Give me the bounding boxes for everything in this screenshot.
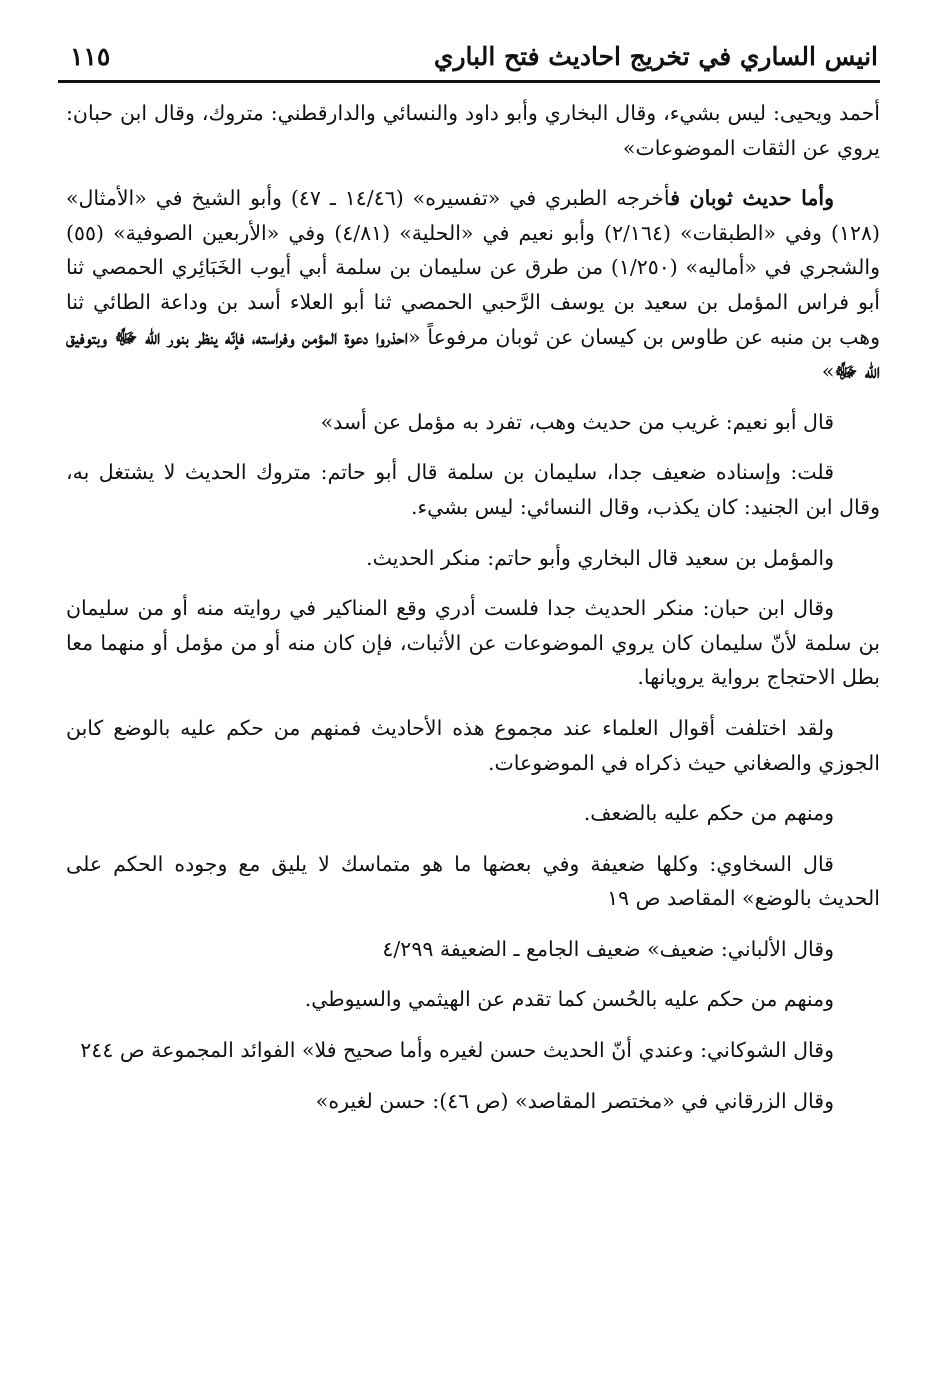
- paragraph: [66, 796, 880, 831]
- text-run: وقال الشوكاني: وعندي أنّ الحديث حسن لغيره وأما صحيح فلا» الفوائد المجموعة ص ٢٤٤: [80, 1038, 834, 1063]
- paragraph: [66, 932, 880, 967]
- text-run: وقال ابن حبان: منكر الحديث جدا فلست أدري وقع المناكير في روايته منه أو من سليمان بن سلمة لأنّ سليمان كان يروي الموضوعات عن الأثبات، فإن كان منه أو من مؤمل أو منهما معا بطل الاحتجاج برواية يرويانها.: [66, 596, 880, 690]
- text-run: قلت: وإسناده ضعيف جدا، سليمان بن سلمة قال أبو حاتم: متروك الحديث لا يشتغل به، وقال ابن الجنيد: كان يكذب، وقال النسائي: ليس بشيء.: [66, 460, 880, 519]
- text-run: »: [821, 359, 835, 384]
- paragraph: [66, 181, 880, 389]
- text-run: ولقد اختلفت أقوال العلماء عند مجموع هذه الأحاديث فمنهم من حكم عليه بالوضع كابن الجوزي والصغاني حيث ذكراه في الموضوعات.: [66, 715, 880, 775]
- paragraph: [66, 591, 880, 695]
- header-divider: [58, 80, 880, 83]
- paragraph: [66, 455, 880, 524]
- bold-text: وأما حديث ثوبان ف: [670, 186, 834, 211]
- paragraph: [66, 982, 880, 1017]
- paragraph: [66, 711, 880, 780]
- body-text: [66, 96, 880, 1134]
- text-run: قال السخاوي: وكلها ضعيفة وفي بعضها ما هو متماسك لا يليق مع وجوده الحكم على الحديث بالوضع» المقاصد ص ١٩: [66, 851, 880, 911]
- text-run: وقال الألباني: ضعيف» ضعيف الجامع ـ الضعيفة ٤/٢٩٩: [382, 936, 834, 961]
- running-title: انيس الساري في تخريج احاديث فتح الباري: [433, 42, 878, 71]
- text-run: وقال الزرقاني في «مختصر المقاصد» (ص ٤٦): حسن لغيره»: [315, 1088, 834, 1113]
- paragraph: [66, 405, 880, 440]
- paragraph: [66, 847, 880, 916]
- bold-text: احذروا دعوة المؤمن وفراسته، فإنّه ينظر بنور الله ﷻ وبتوفيق الله ﷻ: [66, 324, 880, 384]
- paragraph: [66, 96, 880, 165]
- text-run: أحمد ويحيى: ليس بشيء، وقال البخاري وأبو داود والنسائي والدارقطني: متروك، وقال ابن حبان: يروي عن الثقات الموضوعات»: [66, 101, 880, 160]
- page-header: [58, 40, 878, 74]
- paragraph: [66, 541, 880, 576]
- page-number: ١١٥: [70, 42, 111, 71]
- text-run: ومنهم من حكم عليه بالضعف.: [583, 801, 834, 826]
- text-run: والمؤمل بن سعيد قال البخاري وأبو حاتم: منكر الحديث.: [366, 545, 834, 570]
- text-run: ومنهم من حكم عليه بالحُسن كما تقدم عن الهيثمي والسيوطي.: [304, 987, 834, 1012]
- paragraph: [66, 1084, 880, 1119]
- text-run: قال أبو نعيم: غريب من حديث وهب، تفرد به مؤمل عن أسد»: [320, 409, 834, 434]
- paragraph: [66, 1033, 880, 1068]
- text-run: أخرجه الطبري في «تفسيره» (١٤/٤٦ ـ ٤٧) وأبو الشيخ في «الأمثال» (١٢٨) وفي «الطبقات» (٢/١٦٤) وأبو نعيم في «الحلية» (٤/٨١) وفي «الأربعين الصوفية» (٥٥) والشجري في «أماليه» (١/٢٥٠) من طرق عن سليمان بن سلمة أبي أيوب الخَبَائِري الحمصي ثنا أبو فراس المؤمل بن سعيد بن يوسف الرَّحبي الحمصي ثنا أبو العلاء أسد بن وداعة الطائي ثنا وهب بن منبه عن طاوس بن كيسان عن ثوبان مرفوعاً «: [66, 186, 880, 349]
